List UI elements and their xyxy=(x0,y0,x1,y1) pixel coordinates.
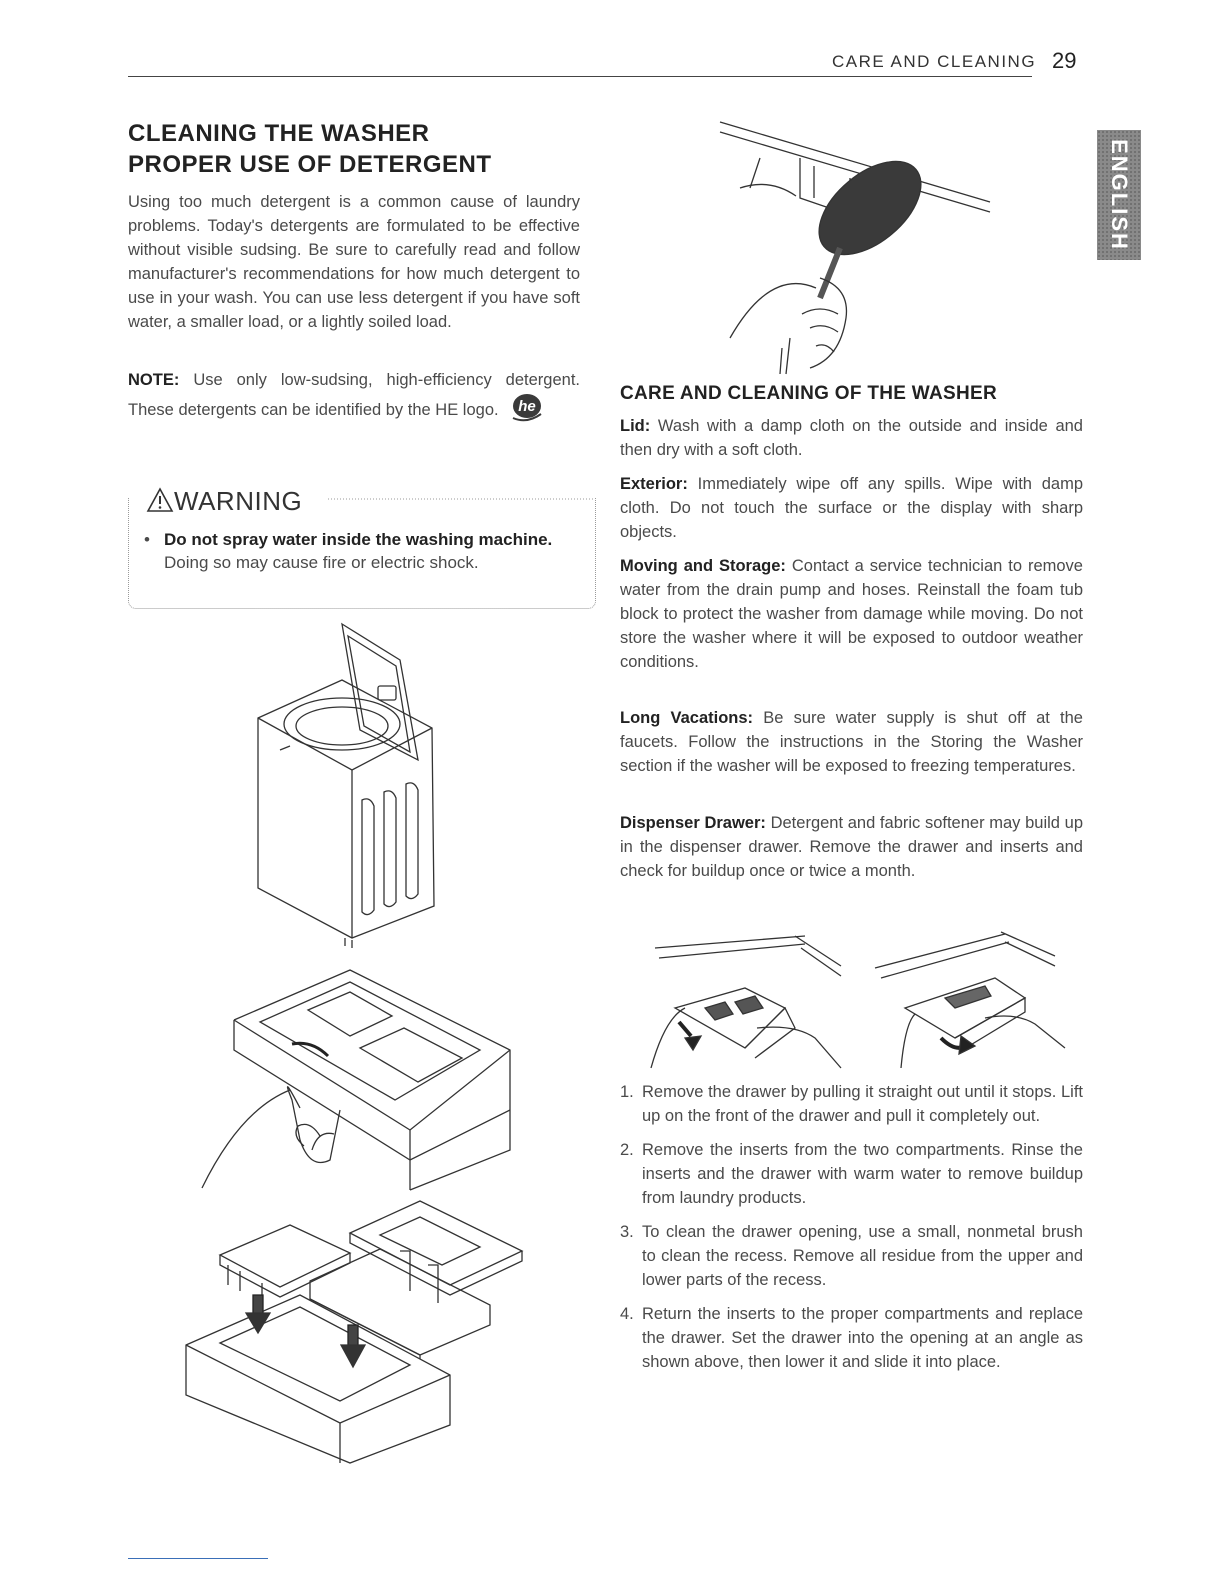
dispenser-drawer-paragraph xyxy=(620,811,1083,883)
exterior-label: Exterior: xyxy=(620,475,688,493)
warning-bold-text: Do not spray water inside the washing machine. xyxy=(164,530,553,549)
he-logo-icon xyxy=(507,392,547,429)
section-heading xyxy=(128,118,608,180)
drawer-removal-illustration xyxy=(200,960,520,1190)
step-number: 2. xyxy=(620,1141,634,1159)
brush-cleaning-illustration xyxy=(720,118,1000,374)
washer-illustration xyxy=(250,620,450,950)
warning-title: WARNING xyxy=(174,486,303,516)
long-vacations-text: Be sure water supply is shut off at the faucets. Follow the instructions in the Storing the Washer section if the washer will be exposed to freezing temperatures. xyxy=(620,709,1083,775)
warning-bullet: • xyxy=(144,530,150,549)
step-text: Remove the inserts from the two compartments. Rinse the inserts and the drawer with warm water to remove buildup from laundry products. xyxy=(642,1141,1083,1207)
warning-text: Doing so may cause fire or electric shock. xyxy=(164,553,479,572)
step-number: 4. xyxy=(620,1305,634,1323)
lid-text: Wash with a damp cloth on the outside and inside and then dry with a soft cloth. xyxy=(620,417,1083,459)
moving-storage-paragraph xyxy=(620,554,1083,674)
dispenser-steps-list xyxy=(620,1080,1083,1384)
step-number: 1. xyxy=(620,1083,634,1101)
drawer-lift-out-illustration xyxy=(875,928,1075,1068)
header-section-title: CARE AND CLEANING xyxy=(832,52,1037,71)
drawer-pull-out-illustration xyxy=(645,928,845,1068)
moving-storage-label: Moving and Storage: xyxy=(620,557,786,575)
dispenser-drawer-text: Detergent and fabric softener may build up in the dispenser drawer. Remove the drawer and inserts and check for buildup once or twice a month. xyxy=(620,814,1083,880)
header-rule xyxy=(128,76,1032,77)
step-2 xyxy=(620,1138,1083,1210)
language-tab-label: ENGLISH xyxy=(1107,139,1132,251)
note-label: NOTE: xyxy=(128,371,180,389)
step-text: Remove the drawer by pulling it straight out until it stops. Lift up on the front of the drawer and pull it completely out. xyxy=(642,1083,1083,1125)
heading-proper-detergent: PROPER USE OF DETERGENT xyxy=(128,151,492,178)
step-text: Return the inserts to the proper compartments and replace the drawer. Set the drawer into the opening at an angle as shown above, then lower it and slide it into place. xyxy=(642,1305,1083,1371)
warning-triangle-icon xyxy=(146,487,174,513)
lid-paragraph xyxy=(620,414,1083,462)
detergent-paragraph: Using too much detergent is a common cause of laundry problems. Today's detergents are formulated to be effective without visible sudsing. Be sure to carefully read and follow manufacturer's recommendations for how much detergent to use in your wash. You can use less detergent if you have soft water, a smaller load, or a lightly soiled load. xyxy=(128,193,580,331)
drawer-inserts-illustration xyxy=(180,1195,530,1465)
page-number: 29 xyxy=(1052,48,1077,73)
step-3 xyxy=(620,1220,1083,1292)
heading-cleaning-washer: CLEANING THE WASHER xyxy=(128,120,430,147)
language-tab xyxy=(1097,130,1141,260)
step-number: 3. xyxy=(620,1223,634,1241)
moving-storage-text: Contact a service technician to remove water from the drain pump and hoses. Reinstall the foam tub block to protect the washer from damage while moving. Do not store the washer where it will be exposed to outdoor weather conditions. xyxy=(620,557,1083,671)
he-logo-text: he xyxy=(518,398,536,415)
footer-rule xyxy=(128,1558,268,1559)
exterior-text: Immediately wipe off any spills. Wipe with damp cloth. Do not touch the surface or the display with sharp objects. xyxy=(620,475,1083,541)
warning-list-item xyxy=(144,528,574,574)
warning-heading xyxy=(146,486,308,517)
note-paragraph xyxy=(128,368,580,429)
long-vacations-label: Long Vacations: xyxy=(620,709,754,727)
exterior-paragraph xyxy=(620,472,1083,544)
care-cleaning-heading: CARE AND CLEANING OF THE WASHER xyxy=(620,383,997,404)
note-text: Use only low-sudsing, high-efficiency detergent. These detergents can be identified by the HE logo. xyxy=(128,371,580,419)
long-vacations-paragraph xyxy=(620,706,1083,778)
step-4 xyxy=(620,1302,1083,1374)
step-1 xyxy=(620,1080,1083,1128)
step-text: To clean the drawer opening, use a small, nonmetal brush to clean the recess. Remove all residue from the upper and lower parts of the recess. xyxy=(642,1223,1083,1289)
lid-label: Lid: xyxy=(620,417,651,435)
dispenser-drawer-label: Dispenser Drawer: xyxy=(620,814,766,832)
